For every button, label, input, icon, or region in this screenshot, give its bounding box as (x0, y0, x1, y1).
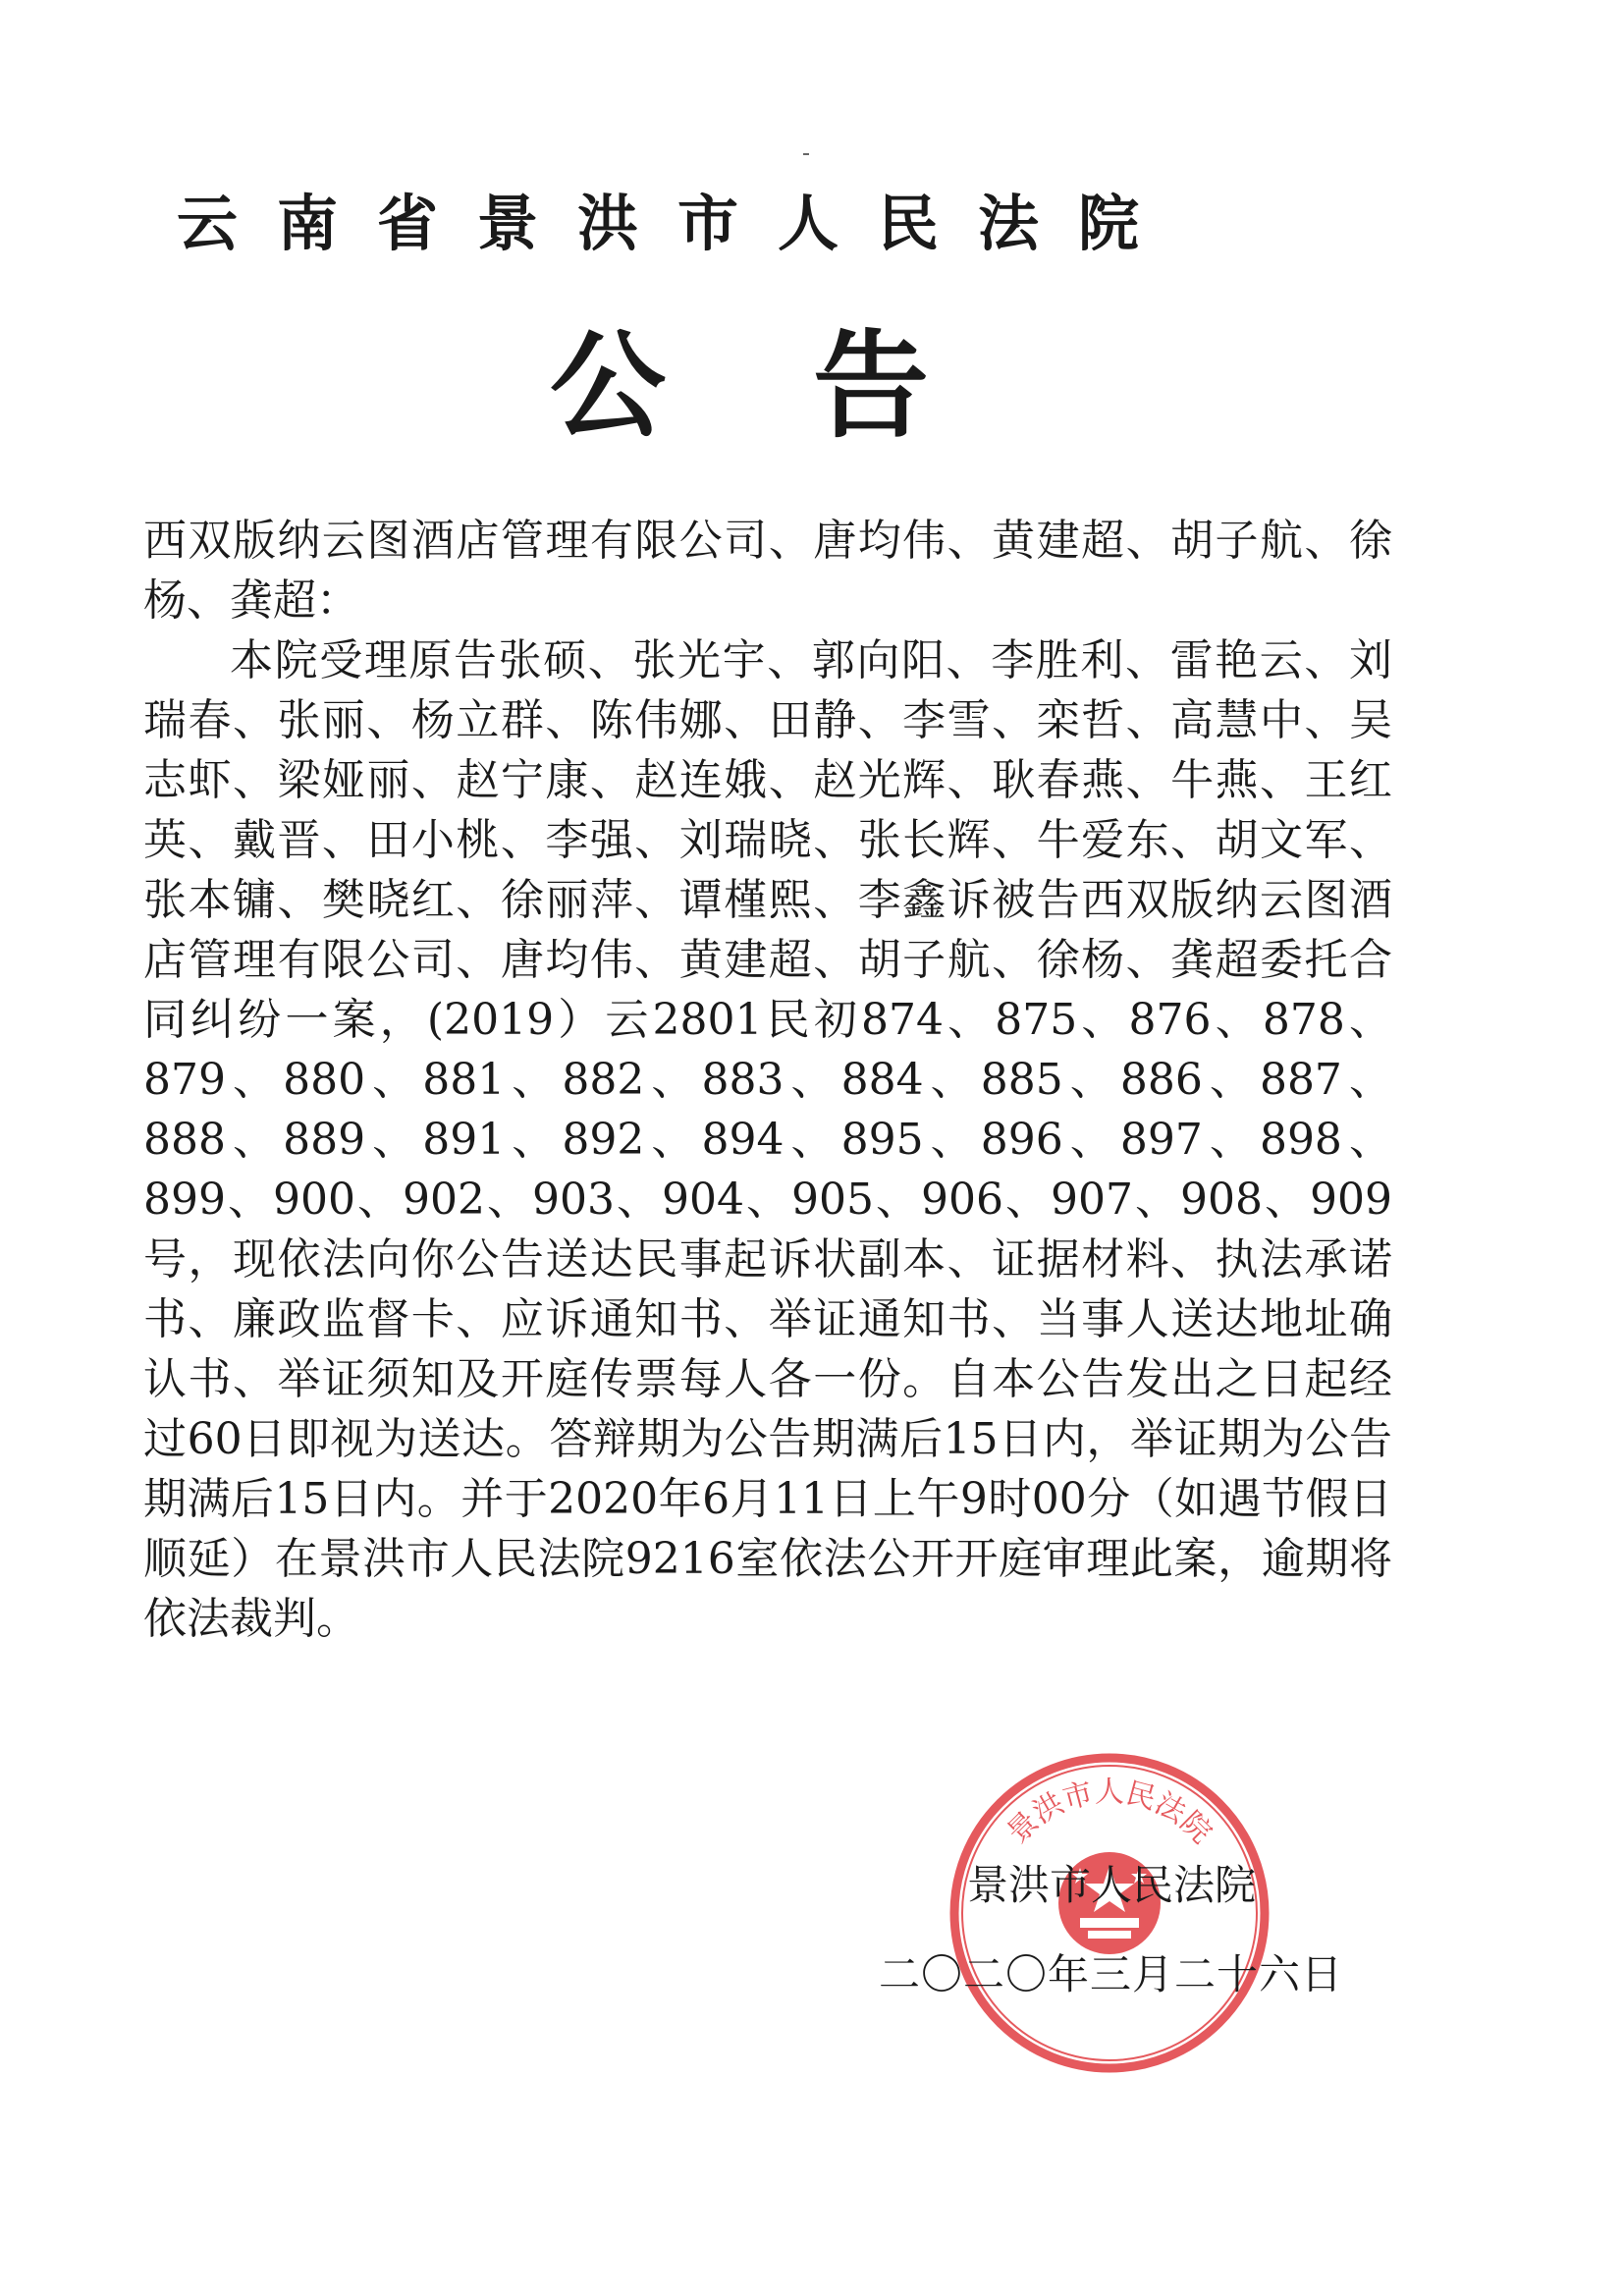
scan-mark (803, 153, 809, 155)
notice-body (143, 511, 1392, 1649)
notice-paragraph: 本院受理原告张硕、张光宇、郭向阳、李胜利、雷艳云、刘瑞春、张丽、杨立群、陈伟娜、田静、李雪、栾哲、高慧中、吴志虾、梁娅丽、赵宁康、赵连娥、赵光辉、耿春燕、牛燕、王红英、戴晋、田小桃、李强、刘瑞晓、张长辉、牛爱东、胡文军、张本镛、樊晓红、徐丽萍、谭槿熙、李鑫诉被告西双版纳云图酒店管理有限公司、唐均伟、黄建超、胡子航、徐杨、龚超委托合同纠纷一案，(2019）云2801民初874、875、876、878、879、880、881、882、883、884、885、886、887、888、889、891、892、894、895、896、897、898、899、900、902、903、904、905、906、907、908、909号，现依法向你公告送达民事起诉状副本、证据材料、执法承诺书、廉政监督卡、应诉通知书、举证通知书、当事人送达地址确认书、举证须知及开庭传票每人各一份。自本公告发出之日起经过60日即视为送达。答辩期为公告期满后15日内，举证期为公告期满后15日内。并于2020年6月11日上午9时00分（如遇节假日顺延）在景洪市人民法院9216室依法公开开庭审理此案，逾期将依法裁判。 (143, 635, 1392, 1644)
addressees: 西双版纳云图酒店管理有限公司、唐均伟、黄建超、胡子航、徐杨、龚超： (143, 516, 1392, 626)
signature-court: 景洪市人民法院 (967, 1861, 1257, 1909)
court-name: 云南省景洪市人民法院 (177, 188, 1179, 259)
signature-date: 二〇二〇年三月二十六日 (879, 1950, 1344, 1998)
page-title: 公告 (550, 318, 1077, 454)
seal-text: 景洪市人民法院 (1001, 1775, 1218, 1851)
court-seal (943, 1746, 1276, 2080)
